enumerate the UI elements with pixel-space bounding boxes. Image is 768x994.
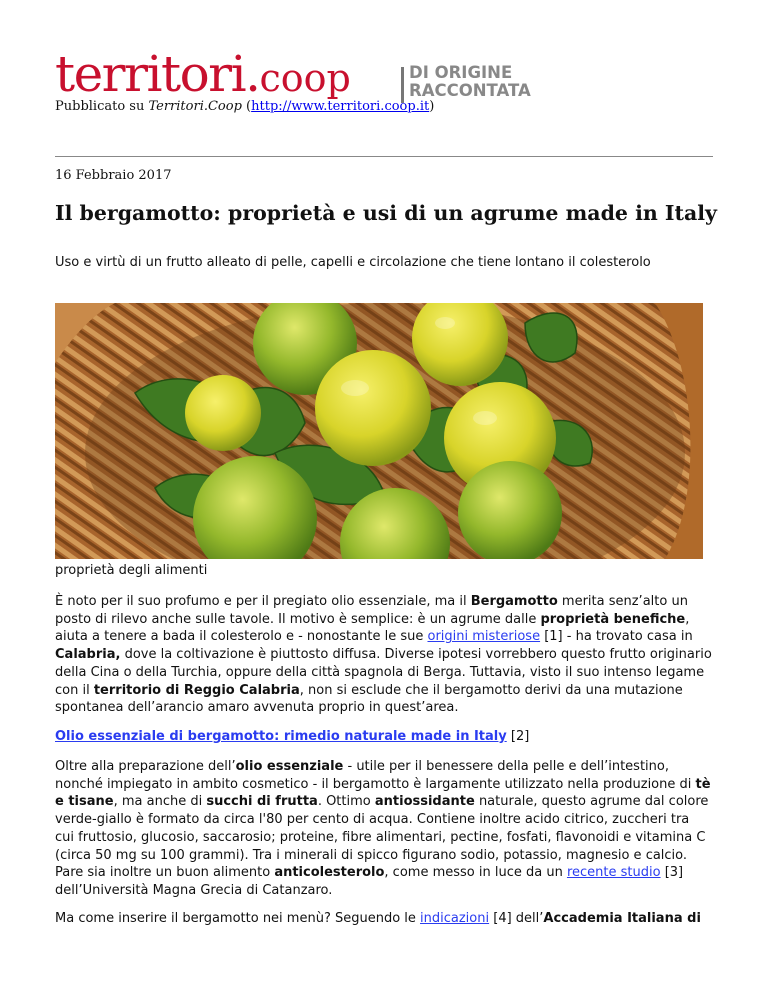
paragraph-intro: È noto per il suo profumo e per il pregiato olio essenziale, ma il Bergamotto merita senz’alto un posto di rilevo anche sulle tavole. Il motivo è semplice: è un agrume dalle proprietà benefiche, aiuta a tenere a bada il colesterolo e - nonostante le sue origini misteriose [1] - ha trovato casa in Calabria, dove la coltivazione è piuttosto diffusa. Diverse ipotesi vorrebbero questo frutto originario della Cina o della Turchia, oppure della città spagnola di Berga. Tuttavia, visto il suo intenso legame con il territorio di Reggio Calabria, non si esclude che il bergamotto derivi da una mutazione spontanea dell’arancio amaro avvenuta proprio in quest’area.: [55, 594, 712, 716]
article-subtitle: Uso e virtù di un frutto alleato di pelle, capelli e circolazione che tiene lontano il colesterolo: [55, 255, 651, 270]
logo-wordmark: territori.coop: [55, 45, 351, 103]
site-url-link[interactable]: http://www.territori.coop.it: [251, 99, 430, 114]
link-origini-misteriose[interactable]: origini misteriose: [427, 629, 541, 645]
site-name: Territori.Coop: [148, 99, 242, 114]
logo-divider: [401, 67, 404, 103]
published-on: Pubblicato su Territori.Coop (http://www.territori.coop.it): [55, 99, 435, 114]
paragraph-related-link: Olio essenziale di bergamotto: rimedio naturale made in Italy [2]: [55, 729, 530, 744]
article-photo: [55, 303, 703, 559]
link-olio-essenziale[interactable]: Olio essenziale di bergamotto: rimedio naturale made in Italy: [55, 729, 507, 744]
photo-caption: proprietà degli alimenti: [55, 563, 208, 578]
link-indicazioni[interactable]: indicazioni: [420, 911, 490, 926]
article-title: Il bergamotto: proprietà e usi di un agrume made in Italy: [55, 201, 717, 225]
link-recente-studio[interactable]: recente studio: [566, 865, 661, 881]
article-date: 16 Febbraio 2017: [55, 168, 172, 183]
header-divider: [55, 156, 713, 157]
paragraph-properties: Oltre alla preparazione dell’olio essenziale - utile per il benessere della pelle e dell’intestino, nonché impiegato in ambito cosmetico - il bergamotto è largamente utilizzato nella produzione di tè e tisane, ma anche di succhi di frutta. Ottimo antiossidante naturale, questo agrume dal colore verde-giallo è formato da circa l'80 per cento di acqua. Contiene inoltre acido citrico, zuccheri tra cui fruttosio, glucosio, saccarosio; proteine, fibre alimentari, pectine, fosfati, flavonoidi e vitamina C (circa 50 mg su 100 grammi). Tra i minerali di spicco figurano sodio, potassio, magnesio e calcio. Pare sia inoltre un buon alimento anticolesterolo, come messo in luce da un recente studio [3] dell’Università Magna Grecia di Catanzaro.: [55, 759, 711, 898]
logo-tagline: DI ORIGINE RACCONTATA: [409, 63, 531, 100]
paragraph-menu: Ma come inserire il bergamotto nei menù? Seguendo le indicazioni [4] dell’Accademia Italiana di: [55, 911, 701, 926]
